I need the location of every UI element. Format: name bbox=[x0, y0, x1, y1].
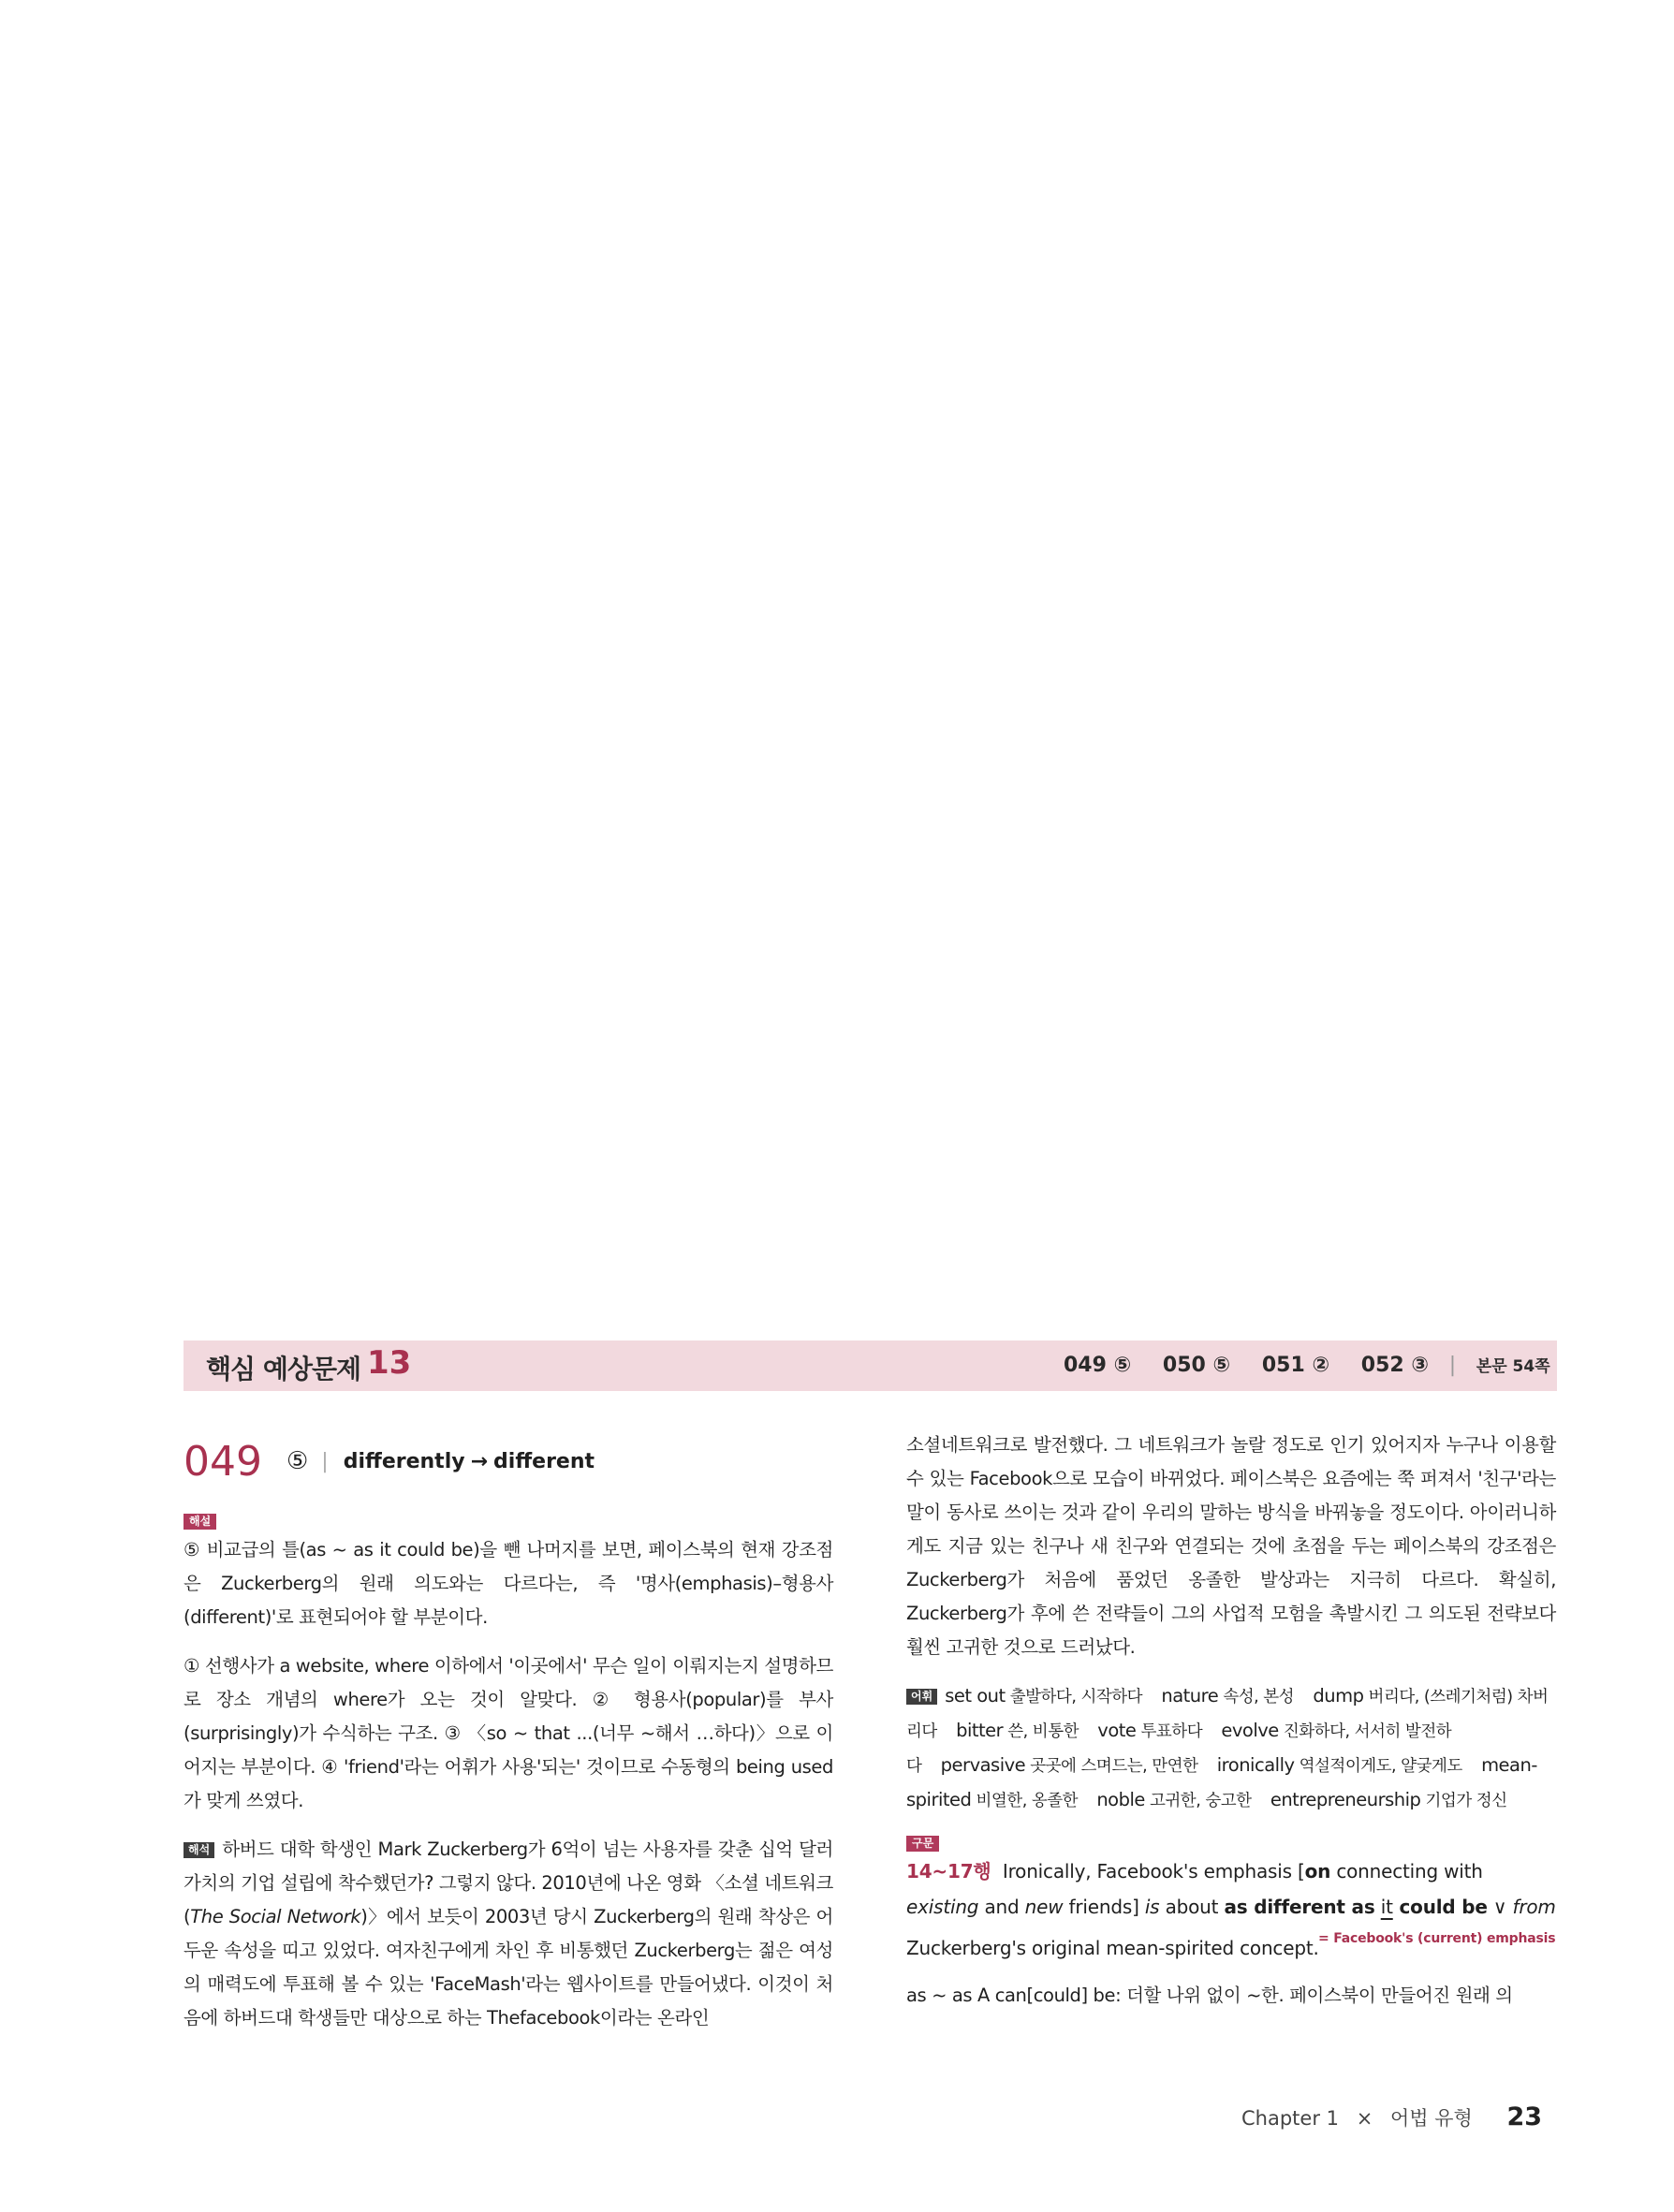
answer-choice: ⑤ bbox=[286, 1447, 309, 1475]
answer-key bbox=[1064, 1353, 1550, 1377]
vocab-word: mean-spirited bbox=[906, 1754, 1537, 1810]
annotation-emphasis: = Facebook's (current) emphasis bbox=[1318, 1931, 1556, 1946]
explanation-paragraph-1: ⑤ 비교급의 틀(as ~ as it could be)을 뺀 나머지를 보면, 페이스북의 현재 강조점은 Zuckerberg의 원래 의도와는 다르다는, 즉 '명사(emphasis)–형용사(different)'로 표현되어야 할 부분이다. bbox=[184, 1539, 833, 1628]
vocab-word: vote bbox=[1097, 1720, 1137, 1741]
answer-key-052: 052 ③ bbox=[1360, 1354, 1430, 1377]
vocab-word: entrepreneurship bbox=[1270, 1789, 1421, 1810]
vocab-word: ironically bbox=[1216, 1754, 1295, 1776]
explanation-paragraph-2: ① 선행사가 a website, where 이하에서 '이곳에서' 무슨 일이 이뤄지는지 설명하므로 장소 개념의 where가 오는 것이 알맞다. ② 형용사(popular)를 부사(surprisingly)가 수식하는 구조. ③ 〈so ~ that ...(너무 ~해서 …하다)〉으로 이어지는 부분이다. ④ 'friend'라는 어휘가 사용'되는' 것이므로 수동형의 being used가 맞게 쓰였다. bbox=[184, 1655, 833, 1811]
translation-paragraph: 해석 하버드 대학 학생인 Mark Zuckerberg가 6억이 넘는 사용자를 갖춘 십억 달러 가치의 기업 설립에 착수했던가? 그렇지 않다. 2010년에 나온 영화 〈소셜 네트워크(The Social Network)〉에서 보듯이 2003년 당시 Zuckerberg의 원래 착상은 어두운 속성을 띠고 있었다. 여자친구에게 차인 후 비통했던 Zuckerberg는 젊은 여성의 매력도에 투표해 볼 수 있는 'FaceMash'라는 웹사이트를 만들어냈다. 이것이 처음에 하버드대 학생들만 대상으로 하는 Thefacebook이라는 온라인 bbox=[184, 1838, 833, 2029]
vocab-word: set out bbox=[945, 1685, 1006, 1707]
divider: | bbox=[321, 1449, 329, 1473]
left-column bbox=[184, 1432, 833, 2050]
question-number: 049 bbox=[184, 1437, 262, 1486]
vocab-word: noble bbox=[1096, 1789, 1145, 1810]
cross-icon: × bbox=[1356, 2107, 1373, 2130]
arrow-icon: → bbox=[470, 1449, 489, 1473]
vocabulary-tag: 어휘 bbox=[906, 1689, 937, 1705]
answer-key-049: 049 ⑤ bbox=[1064, 1354, 1132, 1377]
divider: | bbox=[1448, 1354, 1457, 1377]
vocab-word: nature bbox=[1161, 1685, 1219, 1707]
vocab-word: dump bbox=[1313, 1685, 1364, 1707]
vocabulary-box: 어휘 set out 출발하다, 시작하다 nature 속성, 본성 dump 버리다, (쓰레기처럼) 차버리다 bitter 쓴, 비통한 vote 투표하다 evolve 진화하다, 서서히 발전하다 pervasive 곳곳에 스며드는, 만연한 ironically 역설적이게도, 얄궂게도 mean-spirited 비열한, 옹졸한 noble 고귀한, 숭고한 entrepreneurship 기업가 정신 bbox=[906, 1685, 1549, 1810]
vocab-word: evolve bbox=[1221, 1720, 1279, 1741]
syntax-tag: 구문 bbox=[906, 1836, 939, 1852]
page-number: 23 bbox=[1506, 2102, 1543, 2131]
chapter-title: 어법 유형 bbox=[1389, 2107, 1473, 2130]
section-title: 핵심 예상문제 bbox=[206, 1354, 361, 1384]
page-footer bbox=[1241, 2102, 1558, 2136]
question-049-header bbox=[184, 1432, 833, 1490]
right-column bbox=[906, 1428, 1556, 2028]
answer-key-050: 050 ⑤ bbox=[1162, 1354, 1231, 1377]
vocab-word: bitter bbox=[956, 1720, 1004, 1741]
chapter-label: Chapter 1 bbox=[1241, 2107, 1339, 2130]
line-reference: 14~17행 bbox=[906, 1860, 991, 1882]
page-reference: 본문 54쪽 bbox=[1476, 1357, 1550, 1376]
syntax-note: as ~ as A can[could] be: 더할 나위 없이 ~한. 페이스북이 만들어진 원래 의 bbox=[906, 1985, 1513, 2006]
correction-from: differently bbox=[343, 1449, 465, 1473]
explanation-tag: 해설 bbox=[184, 1514, 216, 1530]
section-bar bbox=[184, 1340, 1557, 1391]
correction-to: different bbox=[493, 1449, 595, 1473]
translation-tag: 해석 bbox=[184, 1842, 214, 1858]
section-number: 13 bbox=[367, 1344, 412, 1382]
translation-continued: 소셜네트워크로 발전했다. 그 네트워크가 놀랄 정도로 인기 있어지자 누구나 이용할 수 있는 Facebook으로 모습이 바뀌었다. 페이스북은 요즘에는 쭉 퍼져서 '친구'라는 말이 동사로 쓰이는 것과 같이 우리의 말하는 방식을 바꿔놓을 정도이다. 아이러니하게도 지금 있는 친구나 새 친구와 연결되는 것에 초점을 두는 페이스북의 강조점은 Zuckerberg가 처음에 품었던 옹졸한 발상과는 지극히 다르다. 확실히, Zuckerberg가 후에 쓴 전략들이 그의 사업적 모험을 촉발시킨 그 의도된 전략보다 훨씬 고귀한 것으로 드러났다. bbox=[906, 1434, 1556, 1658]
syntax-example: 14~17행 Ironically, Facebook's emphasis [on connecting with existing and new friends] is about as different as it could be ∨ from Zuckerberg's original mean-spirited concept. = Facebook's (current) emphasis bbox=[906, 1860, 1556, 1959]
answer-key-051: 051 ② bbox=[1261, 1354, 1330, 1377]
vocab-word: pervasive bbox=[940, 1754, 1026, 1776]
